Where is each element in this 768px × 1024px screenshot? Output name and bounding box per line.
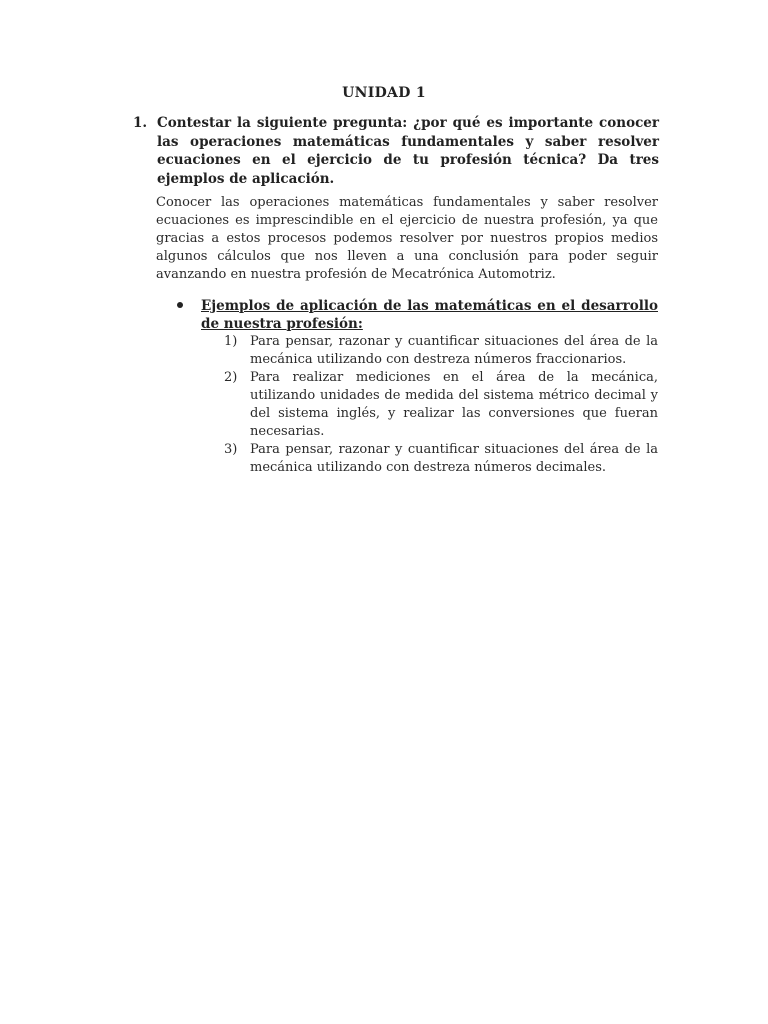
question-number: 1. (133, 115, 148, 131)
example-item (224, 369, 658, 441)
answer-paragraph: Conocer las operaciones matemáticas fundamentales y saber resolver ecuaciones es imprescindible en el ejercicio de nuestra profesión, ya que gracias a estos procesos podemos resolver por nuestros propios medios algunos cálculos que nos lleven a una conclusión para poder seguir avanzando en nuestra profesión de Mecatrónica Automotriz. (156, 195, 658, 282)
examples-list (224, 333, 658, 477)
page-title: UNIDAD 1 (342, 85, 426, 101)
bullet-icon (177, 302, 183, 308)
example-text: Para realizar mediciones en el área de la mecánica, utilizando unidades de medida del sistema métrico decimal y del sistema inglés, y realizar las conversiones que fueran necesarias. (250, 370, 658, 439)
examples-heading: Ejemplos de aplicación de las matemáticas en el desarrollo de nuestra profesión: (201, 298, 658, 332)
example-number: 2) (224, 370, 238, 385)
example-text: Para pensar, razonar y cuantificar situaciones del área de la mecánica utilizando con destreza números decimales. (250, 442, 658, 475)
example-item (224, 333, 658, 369)
example-item (224, 441, 658, 477)
example-text: Para pensar, razonar y cuantificar situaciones del área de la mecánica utilizando con destreza números fraccionarios. (250, 334, 658, 367)
question-text: Contestar la siguiente pregunta: ¿por qué es importante conocer las operaciones matemáticas fundamentales y saber resolver ecuaciones en el ejercicio de tu profesión técnica? Da tres ejemplos de aplicación. (157, 115, 659, 187)
example-number: 3) (224, 442, 238, 457)
example-number: 1) (224, 334, 238, 349)
